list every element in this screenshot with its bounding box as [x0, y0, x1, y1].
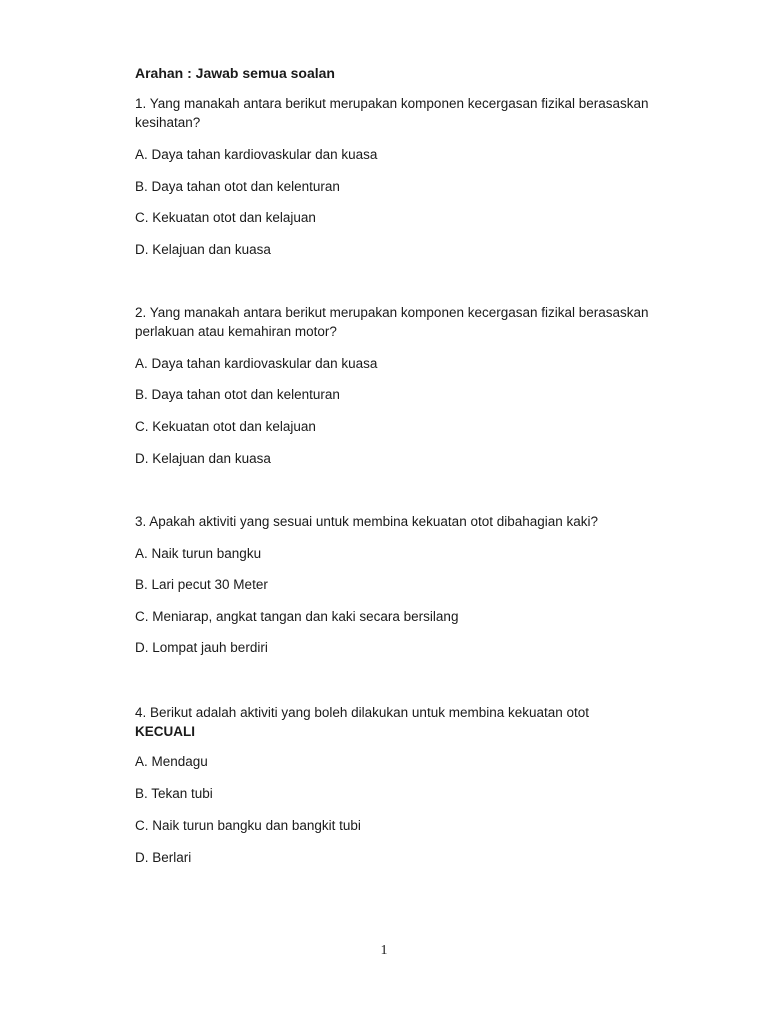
- question-4-option-d: D. Berlari: [135, 850, 192, 865]
- question-4-text: [135, 703, 655, 741]
- question-4: [135, 703, 655, 865]
- question-2-text: 2. Yang manakah antara berikut merupakan komponen kecergasan fizikal berasaskan perlakuan atau kemahiran motor?: [135, 305, 649, 339]
- question-3-text: 3. Apakah aktiviti yang sesuai untuk membina kekuatan otot dibahagian kaki?: [135, 514, 599, 529]
- question-2-option-d: D. Kelajuan dan kuasa: [135, 451, 271, 466]
- question-1: [135, 94, 655, 257]
- question-2: [135, 303, 655, 466]
- question-1-text: 1. Yang manakah antara berikut merupakan komponen kecergasan fizikal berasaskan kesihatan?: [135, 96, 649, 130]
- question-4-option-a: A. Mendagu: [135, 754, 208, 769]
- question-3: [135, 512, 655, 655]
- question-3-option-b: B. Lari pecut 30 Meter: [135, 577, 268, 592]
- question-2-option-a: A. Daya tahan kardiovaskular dan kuasa: [135, 356, 378, 371]
- question-4-option-c: C. Naik turun bangku dan bangkit tubi: [135, 818, 361, 833]
- question-1-option-c: C. Kekuatan otot dan kelajuan: [135, 210, 316, 225]
- question-3-option-d: D. Lompat jauh berdiri: [135, 640, 268, 655]
- instruction-heading: Arahan : Jawab semua soalan: [135, 65, 335, 81]
- page-number: 1: [380, 943, 388, 958]
- question-2-option-b: B. Daya tahan otot dan kelenturan: [135, 387, 340, 402]
- question-4-emphasis: KECUALI: [135, 724, 195, 739]
- question-4-option-b: B. Tekan tubi: [135, 786, 213, 801]
- question-1-option-d: D. Kelajuan dan kuasa: [135, 242, 271, 257]
- question-1-option-b: B. Daya tahan otot dan kelenturan: [135, 179, 340, 194]
- question-4-stem: 4. Berikut adalah aktiviti yang boleh dilakukan untuk membina kekuatan otot: [135, 705, 590, 720]
- question-1-option-a: A. Daya tahan kardiovaskular dan kuasa: [135, 147, 378, 162]
- question-2-option-c: C. Kekuatan otot dan kelajuan: [135, 419, 316, 434]
- question-3-option-a: A. Naik turun bangku: [135, 546, 262, 561]
- question-3-option-c: C. Meniarap, angkat tangan dan kaki secara bersilang: [135, 609, 459, 624]
